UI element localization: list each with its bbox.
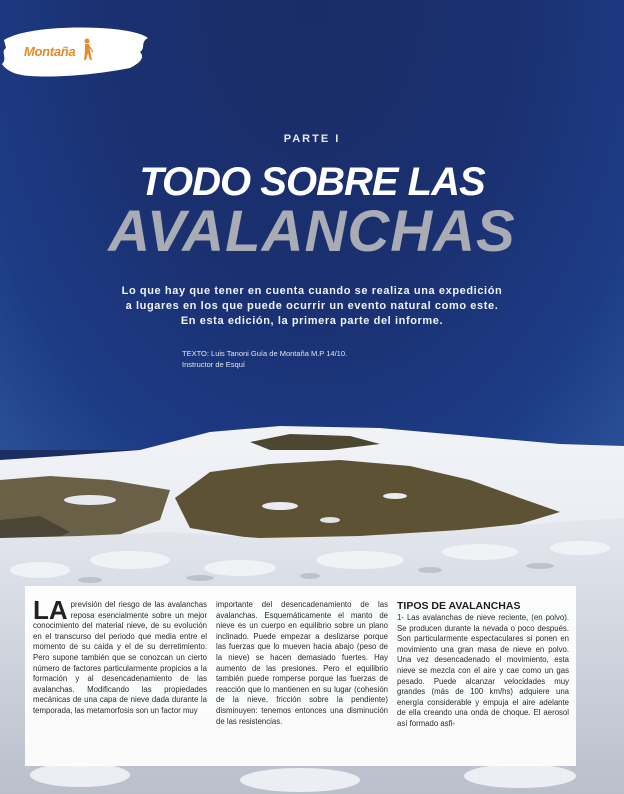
- column-3-text: 1- Las avalanchas de nieve reciente, (en polvo). Se producen durante la nevada o poco después. Son particularmente espectaculares si ponen en movimiento una gran masa de nieve en polvo. Una vez desencadenado el movimiento, esta nieve se mezcla con el aire y cae como un gas pesado. Puede alcanzar velocidades muy grandes (más de 100 km/hs) adquiere una energía considerable y empuja el aire adelante de ella creando una onda de choque. El aerosol así formado asfi-: [397, 613, 569, 728]
- section-heading: TIPOS DE AVALANCHAS: [397, 600, 521, 612]
- section-badge-label: Montaña: [24, 44, 76, 59]
- title-line1: TODO SOBRE LAS: [139, 160, 485, 204]
- article-column-1: [33, 595, 207, 717]
- lead-paragraph: [90, 284, 534, 329]
- credit-line: TEXTO: Luis Tanoni Guía de Montaña M.P 14/10.: [182, 349, 348, 358]
- author-credit: [182, 348, 347, 370]
- drop-cap: LA: [33, 595, 68, 625]
- column-1-text: previsión del riesgo de las avalanchas reposa esencialmente sobre un mejor conocimiento del material nieve, de su evolución en el transcurso del periodo que media entre el momento de su caída y el de su derretimiento. Pero supone también que se conozcan un cierto número de factores particularmente propicios a la formación y al desencadenamiento de las avalanchas. Modificando las propiedades mecánicas de una capa de nieve dada durante la temporada, las metamorfosis son un factor muy: [33, 600, 207, 715]
- article-column-3: [397, 600, 569, 730]
- credit-line: Instructor de Esquí: [182, 360, 245, 369]
- hiker-icon: [80, 38, 94, 62]
- part-label: PARTE I: [283, 133, 341, 145]
- title-line2: AVALANCHAS: [108, 199, 516, 264]
- article-column-2: [216, 600, 388, 727]
- lead-line: a lugares en los que puede ocurrir un evento natural como este.: [125, 300, 499, 312]
- column-2-text: importante del desencadenamiento de las avalanchas. Esquemáticamente el manto de nieve es un cuerpo en equilibrio sobre un plano inclinado. Puede empezar a deslizarse porque las fuerzas que lo mueven hacia abajo (peso de la nieve) se hacen demasiado fuertes. Hay aumento de las presiones. Pero el equilibrio también puede romperse porque las fuerzas de reacción que lo mantienen en su lugar (cohesión de la nieve, fricción sobre la pendiente) disminuyen: tenemos entonces una disminución de las resistencias.: [216, 600, 388, 726]
- lead-line: En esta edición, la primera parte del informe.: [180, 315, 444, 327]
- lead-line: Lo que hay que tener en cuenta cuando se realiza una expedición: [121, 285, 503, 297]
